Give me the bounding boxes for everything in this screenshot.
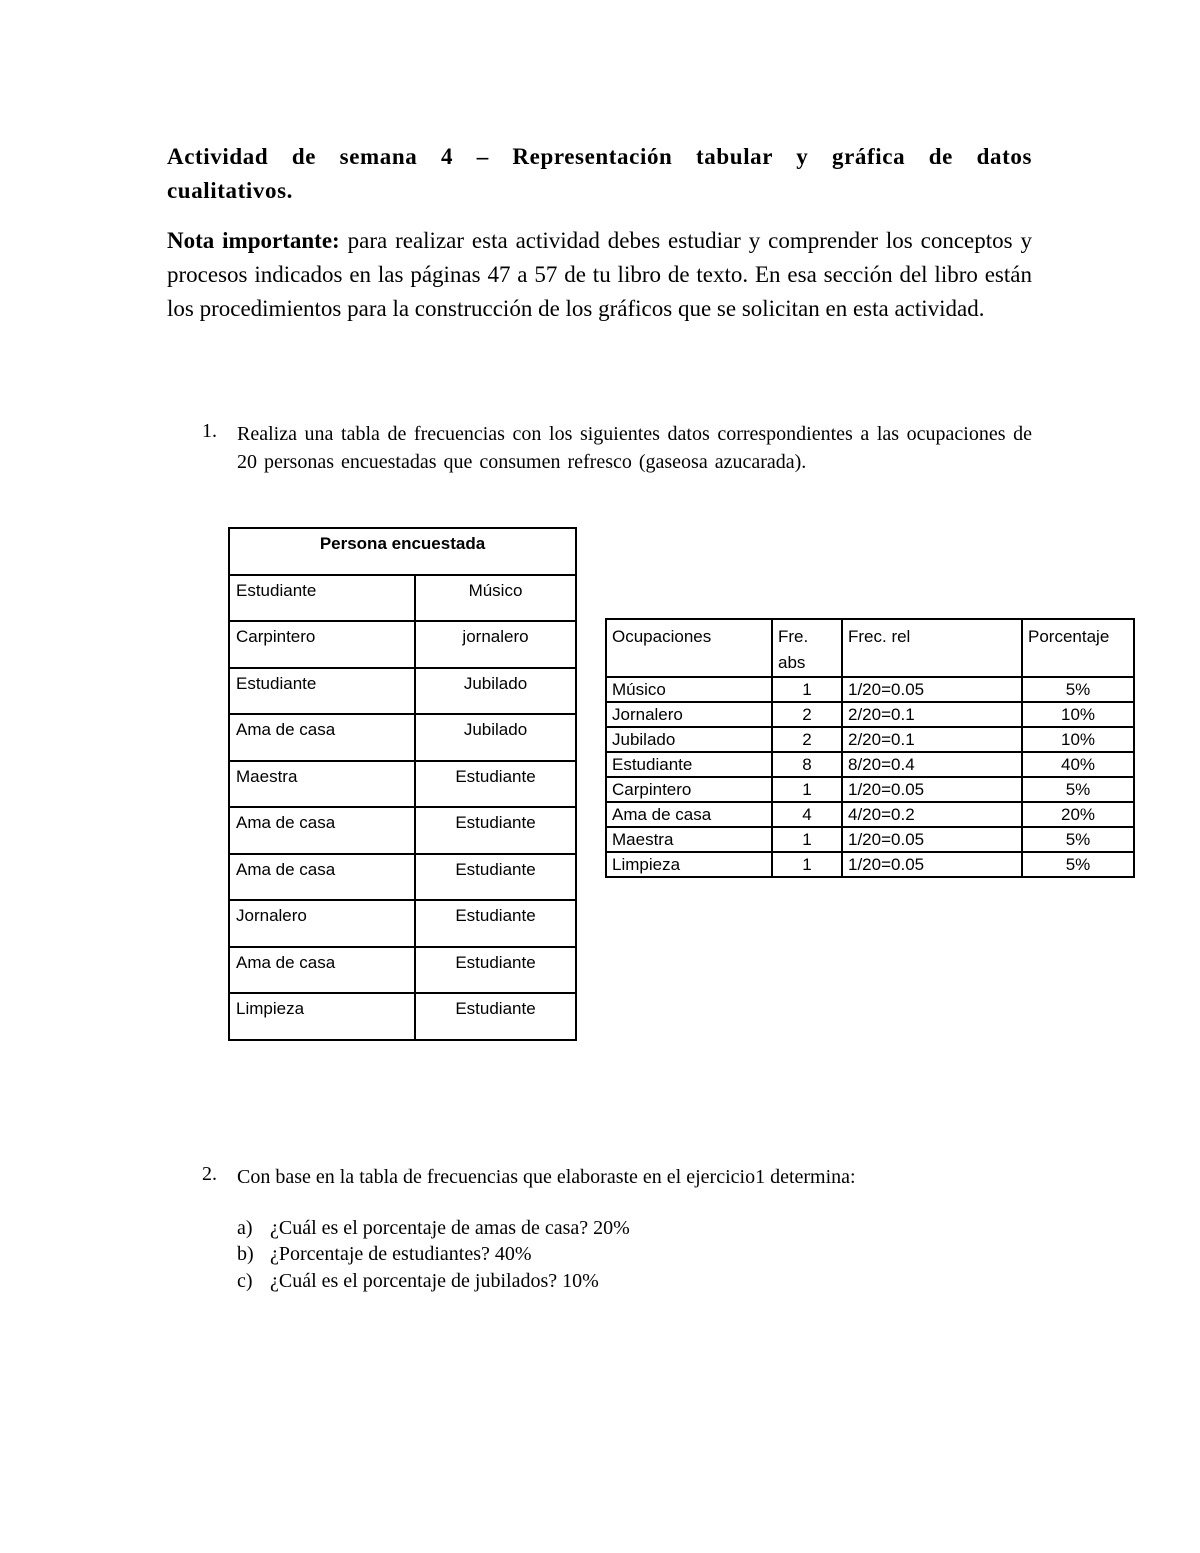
table-row [606, 752, 1134, 777]
table-cell: Ama de casa [229, 947, 415, 994]
table-cell: Estudiante [606, 752, 772, 777]
persons-table [228, 527, 577, 1041]
table-row [606, 827, 1134, 852]
table-row [229, 900, 576, 947]
table-row [229, 993, 576, 1040]
table-cell: Carpintero [229, 621, 415, 668]
table-cell: Ama de casa [606, 802, 772, 827]
table-row [606, 702, 1134, 727]
table-row [229, 761, 576, 808]
table-cell: Maestra [606, 827, 772, 852]
table-cell: Limpieza [606, 852, 772, 877]
question-2-number: 2. [202, 1163, 217, 1185]
frequency-table-header-row [606, 619, 1134, 677]
question-1-number: 1. [202, 420, 217, 442]
table-cell: Maestra [229, 761, 415, 808]
document-title: Actividad de semana 4 – Representación tabular y gráfica de datos cualitativos. [167, 144, 1032, 203]
table-cell: 8/20=0.4 [842, 752, 1022, 777]
table-cell: Estudiante [415, 807, 576, 854]
table-cell: Estudiante [415, 947, 576, 994]
column-header-occupations: Ocupaciones [606, 619, 772, 677]
table-cell: 5% [1022, 852, 1134, 877]
table-cell: 1 [772, 852, 842, 877]
question-2-text: Con base en la tabla de frecuencias que elaboraste en el ejercicio1 determina: [237, 1166, 856, 1188]
table-row [606, 852, 1134, 877]
column-header-rel-freq: Frec. rel [842, 619, 1022, 677]
note-text-b: de tu libro de texto. En esa sección del libro están los procedimientos para la construcción de los gráficos que se solicitan en esta actividad. [167, 262, 1032, 321]
table-cell: Estudiante [415, 900, 576, 947]
table-cell: 1 [772, 827, 842, 852]
item-text: ¿Cuál es el porcentaje de jubilados? 10% [270, 1270, 599, 1292]
item-letter: b) [237, 1243, 254, 1265]
table-cell: 1/20=0.05 [842, 777, 1022, 802]
table-cell: Ama de casa [229, 807, 415, 854]
note-label: Nota importante: [167, 228, 340, 253]
table-row [606, 677, 1134, 702]
table-cell: 1 [772, 777, 842, 802]
table-cell: Estudiante [415, 854, 576, 901]
table-cell: Estudiante [415, 761, 576, 808]
table-row [229, 807, 576, 854]
table-row [229, 714, 576, 761]
table-cell: 10% [1022, 702, 1134, 727]
table-cell: 1/20=0.05 [842, 852, 1022, 877]
table-cell: 2/20=0.1 [842, 702, 1022, 727]
table-cell: 2 [772, 702, 842, 727]
table-row [229, 575, 576, 622]
note-pages: 47 a 57 [487, 262, 558, 287]
item-letter: c) [237, 1270, 253, 1292]
table-cell: 5% [1022, 677, 1134, 702]
table-cell: 20% [1022, 802, 1134, 827]
persons-table-header: Persona encuestada [229, 528, 576, 575]
table-cell: Jornalero [229, 900, 415, 947]
note-text-a: para realizar esta actividad debes estudiar y comprender los conceptos y procesos indicados en las páginas [167, 228, 1032, 287]
table-cell: 1/20=0.05 [842, 677, 1022, 702]
table-cell: 1 [772, 677, 842, 702]
table-cell: 4 [772, 802, 842, 827]
table-cell: 1/20=0.05 [842, 827, 1022, 852]
table-row [606, 727, 1134, 752]
question-2-item-b [237, 1243, 532, 1266]
table-cell: 4/20=0.2 [842, 802, 1022, 827]
table-cell: Jubilado [606, 727, 772, 752]
table-row [606, 777, 1134, 802]
column-header-percentage: Porcentaje [1022, 619, 1134, 677]
table-cell: Jubilado [415, 714, 576, 761]
table-row [229, 947, 576, 994]
table-cell: jornalero [415, 621, 576, 668]
table-cell: Ama de casa [229, 854, 415, 901]
important-note [167, 224, 1032, 326]
column-header-abs-freq: Fre. abs [772, 619, 842, 677]
table-row [606, 802, 1134, 827]
table-row [229, 621, 576, 668]
table-cell: Estudiante [229, 575, 415, 622]
table-cell: Jornalero [606, 702, 772, 727]
table-cell: Limpieza [229, 993, 415, 1040]
question-2-item-a [237, 1217, 630, 1240]
table-cell: 5% [1022, 777, 1134, 802]
frequency-table [605, 618, 1135, 878]
table-cell: 5% [1022, 827, 1134, 852]
item-text: ¿Cuál es el porcentaje de amas de casa? 20% [270, 1217, 630, 1239]
table-row [229, 854, 576, 901]
table-cell: Músico [606, 677, 772, 702]
table-cell: Estudiante [229, 668, 415, 715]
table-cell: Jubilado [415, 668, 576, 715]
question-2-item-c [237, 1270, 599, 1293]
question-1-text: Realiza una tabla de frecuencias con los siguientes datos correspondientes a las ocupaciones de 20 personas encuestadas que consumen refresco (gaseosa azucarada). [237, 423, 1032, 473]
table-cell: 8 [772, 752, 842, 777]
table-cell: 2 [772, 727, 842, 752]
table-cell: Carpintero [606, 777, 772, 802]
item-letter: a) [237, 1217, 253, 1239]
item-text: ¿Porcentaje de estudiantes? 40% [270, 1243, 532, 1265]
table-cell: 2/20=0.1 [842, 727, 1022, 752]
table-row [229, 668, 576, 715]
table-cell: Estudiante [415, 993, 576, 1040]
table-cell: Ama de casa [229, 714, 415, 761]
table-cell: 40% [1022, 752, 1134, 777]
table-cell: Músico [415, 575, 576, 622]
table-cell: 10% [1022, 727, 1134, 752]
